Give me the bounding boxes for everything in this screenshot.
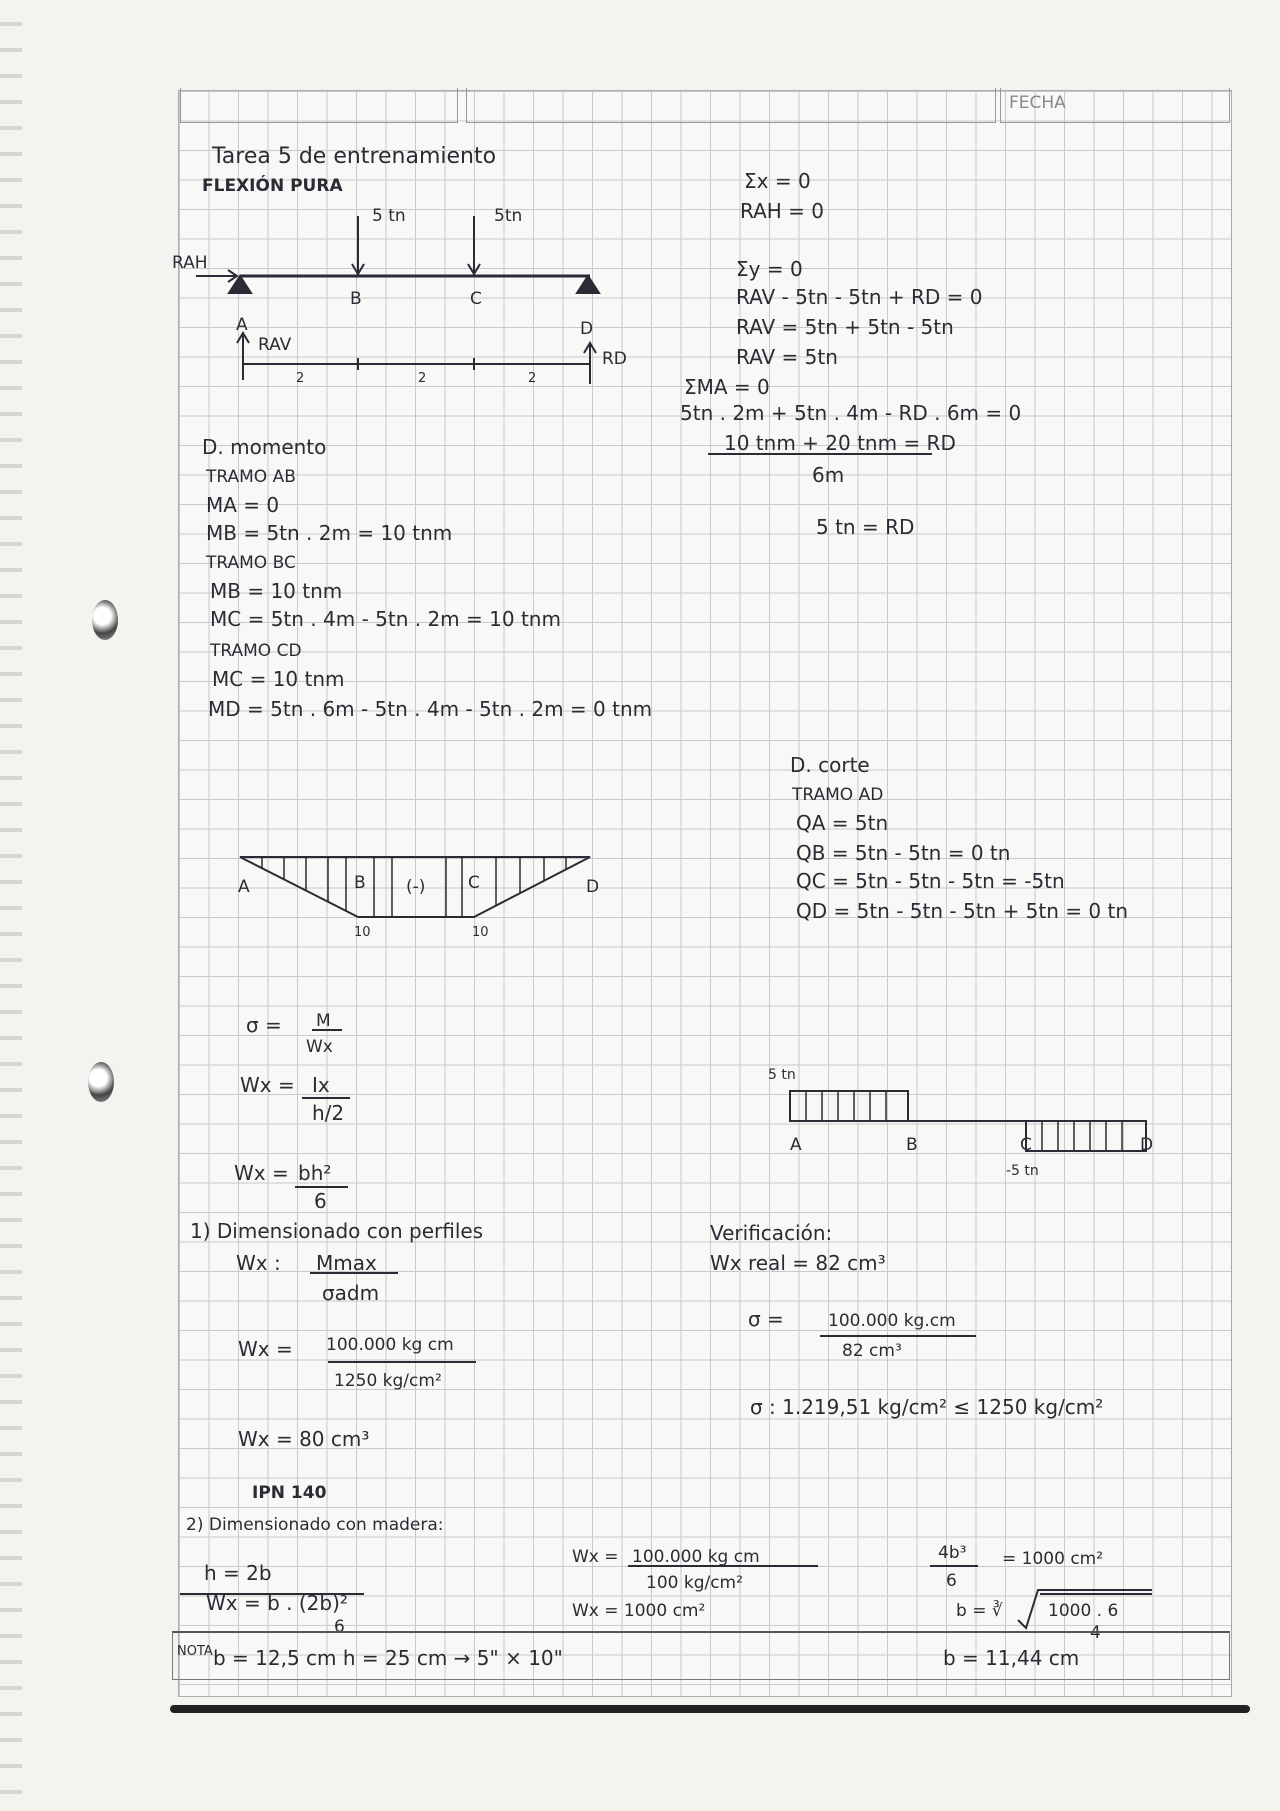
moment-line-6: MB = 10 tnm: [210, 579, 343, 603]
rav-label: RAV: [258, 335, 292, 355]
shear-line-2: TRAMO AD: [792, 785, 884, 805]
md-value-b: 10: [354, 925, 371, 940]
madera-wx: Wx = b . (2b)²: [206, 1591, 348, 1615]
verif-l2-den: 82 cm³: [842, 1341, 902, 1361]
support-d: [577, 276, 599, 293]
eq-line-7: ΣMA = 0: [684, 375, 770, 399]
point-a: A: [236, 315, 248, 335]
md-b: B: [354, 873, 366, 893]
moment-line-1: D. momento: [202, 435, 327, 459]
sigma-num: M: [316, 1011, 331, 1031]
verif-l2-num: 100.000 kg.cm: [828, 1311, 956, 1331]
wx2-num: bh²: [298, 1161, 332, 1185]
shear-line-5: QC = 5tn - 5tn - 5tn = -5tn: [796, 869, 1065, 893]
wx2-label: Wx =: [234, 1161, 289, 1185]
madera-r1-den: 6: [946, 1571, 957, 1591]
page-subtitle: FLEXIÓN PURA: [202, 176, 343, 196]
rd-label: RD: [602, 349, 627, 369]
eq-line-8: 5tn . 2m + 5tn . 4m - RD . 6m = 0: [680, 401, 1022, 425]
shear-line-4: QB = 5tn - 5tn = 0 tn: [796, 841, 1011, 865]
shear-line-3: QA = 5tn: [796, 811, 889, 835]
madera-m1-num: 100.000 kg cm: [632, 1547, 760, 1567]
madera-r3: b = 11,44 cm: [943, 1646, 1080, 1670]
eq-line-4: RAV - 5tn - 5tn + RD = 0: [736, 285, 983, 309]
load-c-label: 5tn: [494, 206, 523, 226]
eq-line-9: 10 tnm + 20 tnm = RD: [724, 431, 956, 455]
wx2-den: 6: [314, 1189, 327, 1213]
span-1: 2: [296, 371, 305, 386]
verif-l1: Wx real = 82 cm³: [710, 1251, 886, 1275]
perfiles-ipn: IPN 140: [252, 1483, 327, 1503]
load-b-label: 5 tn: [372, 206, 406, 226]
sd-c: C: [1020, 1135, 1032, 1155]
eq-line-2: RAH = 0: [740, 199, 825, 223]
md-sign: (-): [406, 877, 426, 897]
point-b: B: [350, 289, 362, 309]
madera-result: b = 12,5 cm h = 25 cm → 5" × 10": [213, 1646, 563, 1670]
madera-m2: Wx = 1000 cm²: [572, 1601, 706, 1621]
perfiles-l2-num: 100.000 kg cm: [326, 1335, 454, 1355]
moment-line-9: MC = 10 tnm: [212, 667, 345, 691]
wx1-den: h/2: [312, 1101, 345, 1125]
eq-line-10: 6m: [812, 463, 845, 487]
moment-line-7: MC = 5tn . 4m - 5tn . 2m = 10 tnm: [210, 607, 561, 631]
rah-label: RAH: [172, 253, 208, 273]
madera-r1-eq: = 1000 cm²: [1002, 1549, 1104, 1569]
sd-d: D: [1140, 1135, 1154, 1155]
sd-b: B: [906, 1135, 918, 1155]
sd-top: 5 tn: [768, 1067, 796, 1083]
eq-line-11: 5 tn = RD: [816, 515, 915, 539]
sigma-label: σ =: [246, 1013, 282, 1037]
madera-r2-den: 4: [1090, 1623, 1101, 1643]
perfiles-l1-den: σadm: [322, 1281, 380, 1305]
madera-wx-den: 6: [334, 1617, 345, 1637]
moment-line-3: MA = 0: [206, 493, 280, 517]
span-3: 2: [528, 371, 537, 386]
sd-bottom: -5 tn: [1006, 1163, 1039, 1179]
shear-line-6: QD = 5tn - 5tn - 5tn + 5tn = 0 tn: [796, 899, 1128, 923]
shear-line-1: D. corte: [790, 753, 870, 777]
span-2: 2: [418, 371, 427, 386]
page-title: Tarea 5 de entrenamiento: [212, 144, 497, 169]
md-value-c: 10: [472, 925, 489, 940]
wx1-label: Wx =: [240, 1073, 295, 1097]
moment-line-8: TRAMO CD: [210, 641, 302, 661]
moment-line-10: MD = 5tn . 6m - 5tn . 4m - 5tn . 2m = 0 tnm: [208, 697, 653, 721]
shear-positive: [790, 1091, 908, 1121]
madera-r2: b = ∛: [956, 1601, 1003, 1621]
perfiles-l3: Wx = 80 cm³: [238, 1427, 370, 1451]
sd-a: A: [790, 1135, 802, 1155]
point-d: D: [580, 319, 594, 339]
eq-line-5: RAV = 5tn + 5tn - 5tn: [736, 315, 954, 339]
eq-line-6: RAV = 5tn: [736, 345, 838, 369]
md-a: A: [238, 877, 250, 897]
fecha-label: FECHA: [1009, 93, 1066, 113]
verif-l2: σ =: [748, 1307, 784, 1331]
note-label: NOTA: [177, 1644, 213, 1659]
madera-r1-num: 4b³: [938, 1543, 967, 1563]
point-c: C: [470, 289, 482, 309]
madera-m1: Wx =: [572, 1547, 619, 1567]
perfiles-l2-den: 1250 kg/cm²: [334, 1371, 442, 1391]
madera-r2-num: 1000 . 6: [1048, 1601, 1119, 1621]
perfiles-title: 1) Dimensionado con perfiles: [190, 1219, 484, 1243]
madera-m1-den: 100 kg/cm²: [646, 1573, 743, 1593]
moment-line-4: MB = 5tn . 2m = 10 tnm: [206, 521, 453, 545]
verif-title: Verificación:: [710, 1221, 833, 1245]
verif-l3: σ : 1.219,51 kg/cm² ≤ 1250 kg/cm²: [750, 1395, 1104, 1419]
moment-line-2: TRAMO AB: [206, 467, 296, 487]
perfiles-l2: Wx =: [238, 1337, 293, 1361]
moment-line-5: TRAMO BC: [206, 553, 296, 573]
sigma-den: Wx: [306, 1037, 333, 1057]
perfiles-l1: Wx :: [236, 1251, 281, 1275]
shear-negative: [1026, 1121, 1146, 1151]
perfiles-l1-num: Mmax: [316, 1251, 377, 1275]
madera-title: 2) Dimensionado con madera:: [186, 1515, 444, 1535]
madera-h: h = 2b: [204, 1561, 272, 1585]
md-d: D: [586, 877, 600, 897]
eq-line-3: Σy = 0: [736, 257, 803, 281]
note-box: [172, 1631, 1230, 1680]
md-c: C: [468, 873, 480, 893]
wx1-num: Ix: [312, 1073, 330, 1097]
eq-line-1: Σx = 0: [744, 169, 811, 193]
